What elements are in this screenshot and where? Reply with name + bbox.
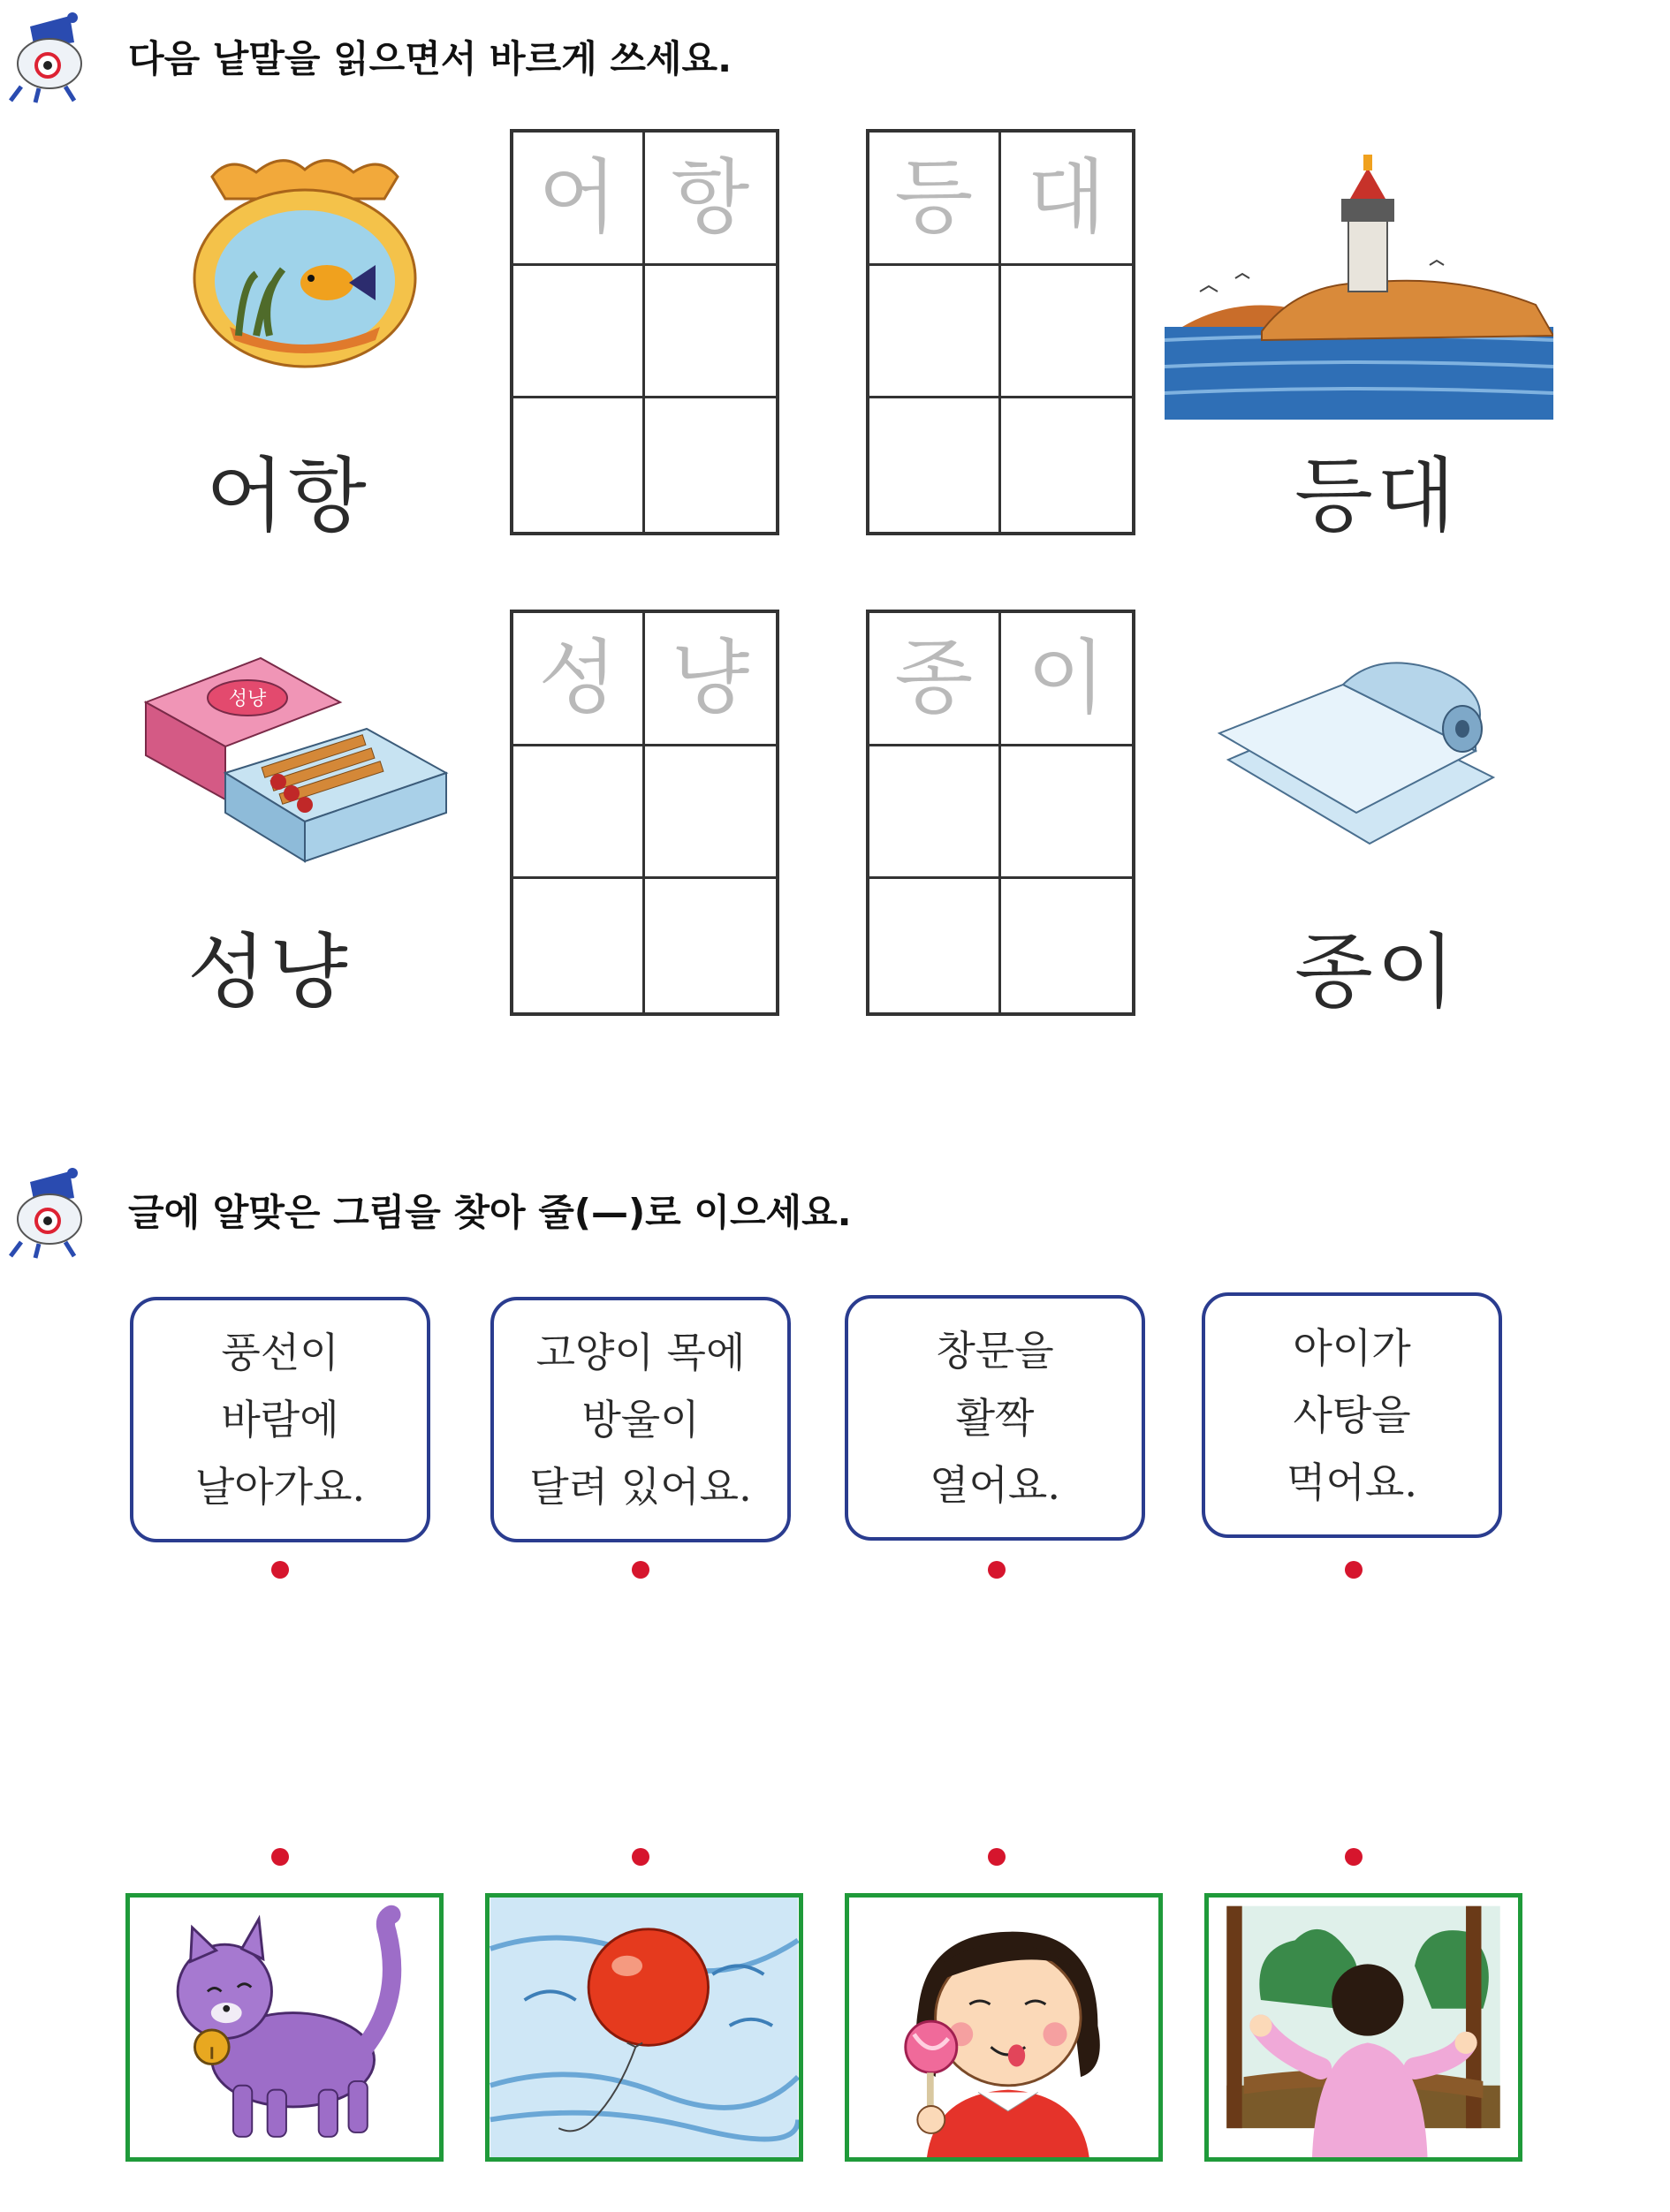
sentence-line: 방울이 xyxy=(581,1396,700,1443)
connect-dot-bottom-1[interactable] xyxy=(271,1848,289,1866)
sentence-line: 창문을 xyxy=(936,1327,1054,1375)
sentence-line: 달려 있어요. xyxy=(529,1463,752,1511)
grid-cell[interactable] xyxy=(645,133,777,266)
sentence-line: 고양이 목에 xyxy=(535,1329,746,1376)
grid-cell[interactable] xyxy=(869,746,1001,880)
grid-cell[interactable] xyxy=(513,879,645,1012)
grid-cell[interactable] xyxy=(1001,879,1133,1012)
matchbox-image xyxy=(137,649,451,866)
connect-dot-bottom-3[interactable] xyxy=(988,1848,1006,1866)
sentence-line: 풍선이 xyxy=(221,1329,339,1376)
grid-cell[interactable] xyxy=(869,398,1001,532)
grid-cell[interactable] xyxy=(869,879,1001,1012)
trace-syllable: 대 xyxy=(1027,149,1106,245)
mascot-icon xyxy=(4,9,101,106)
grid-cell[interactable] xyxy=(645,398,777,532)
grid-cell[interactable] xyxy=(645,746,777,880)
sentence-box-3 xyxy=(845,1295,1145,1541)
lighthouse-image xyxy=(1165,150,1553,420)
grid-cell[interactable] xyxy=(869,613,1001,746)
sentence-line: 날아가요. xyxy=(194,1463,366,1511)
mascot-icon xyxy=(4,1164,101,1261)
grid-cell[interactable] xyxy=(1001,746,1133,880)
grid-cell[interactable] xyxy=(869,133,1001,266)
sentence-box-2 xyxy=(490,1297,791,1542)
trace-syllable: 등 xyxy=(894,149,974,245)
matchbox-label: 성냥 xyxy=(228,688,267,710)
connect-dot-top-3[interactable] xyxy=(988,1561,1006,1579)
sentence-line: 아이가 xyxy=(1293,1324,1411,1372)
sentence-line: 바람에 xyxy=(221,1396,339,1443)
word-label-2: 등대 xyxy=(1294,449,1459,543)
grid-cell[interactable] xyxy=(645,266,777,399)
trace-syllable: 이 xyxy=(1027,630,1106,725)
connect-dot-top-4[interactable] xyxy=(1345,1561,1363,1579)
trace-syllable: 성 xyxy=(538,630,618,725)
sentence-box-4 xyxy=(1202,1292,1502,1538)
writing-grid-2[interactable] xyxy=(866,129,1135,535)
writing-grid-4[interactable] xyxy=(866,610,1135,1016)
picture-child-opening-window[interactable] xyxy=(1204,1893,1522,2162)
connect-dot-bottom-4[interactable] xyxy=(1345,1848,1363,1866)
grid-cell[interactable] xyxy=(513,746,645,880)
fishbowl-image xyxy=(177,150,433,371)
word-label-4: 종이 xyxy=(1294,925,1459,1019)
grid-cell[interactable] xyxy=(1001,613,1133,746)
grid-cell[interactable] xyxy=(513,133,645,266)
grid-cell[interactable] xyxy=(645,613,777,746)
grid-cell[interactable] xyxy=(513,266,645,399)
picture-girl-with-candy[interactable] xyxy=(845,1893,1163,2162)
trace-syllable: 종 xyxy=(894,630,974,725)
word-label-3: 성냥 xyxy=(187,925,352,1019)
writing-grid-1[interactable] xyxy=(510,129,779,535)
instruction-1: 다음 낱말을 읽으면서 바르게 쓰세요. xyxy=(128,37,733,80)
picture-red-balloon[interactable] xyxy=(485,1893,803,2162)
sentence-line: 활짝 xyxy=(955,1394,1035,1442)
instruction-2: 글에 알맞은 그림을 찾아 줄(—)로 이으세요. xyxy=(128,1191,852,1234)
sentence-line: 열어요. xyxy=(930,1461,1060,1509)
connect-dot-top-1[interactable] xyxy=(271,1561,289,1579)
trace-syllable: 어 xyxy=(538,149,618,245)
sentence-line: 사탕을 xyxy=(1293,1391,1411,1439)
paper-roll-image xyxy=(1211,645,1511,857)
grid-cell[interactable] xyxy=(645,879,777,1012)
grid-cell[interactable] xyxy=(513,398,645,532)
grid-cell[interactable] xyxy=(513,613,645,746)
connect-dot-bottom-2[interactable] xyxy=(632,1848,649,1866)
trace-syllable: 냥 xyxy=(671,630,750,725)
grid-cell[interactable] xyxy=(869,266,1001,399)
connect-dot-top-2[interactable] xyxy=(632,1561,649,1579)
grid-cell[interactable] xyxy=(1001,266,1133,399)
picture-cat-with-bell[interactable] xyxy=(125,1893,444,2162)
grid-cell[interactable] xyxy=(1001,398,1133,532)
sentence-line: 먹어요. xyxy=(1287,1458,1417,1506)
word-label-1: 어항 xyxy=(206,449,370,543)
sentence-box-1 xyxy=(130,1297,430,1542)
writing-grid-3[interactable] xyxy=(510,610,779,1016)
grid-cell[interactable] xyxy=(1001,133,1133,266)
trace-syllable: 항 xyxy=(671,149,750,245)
